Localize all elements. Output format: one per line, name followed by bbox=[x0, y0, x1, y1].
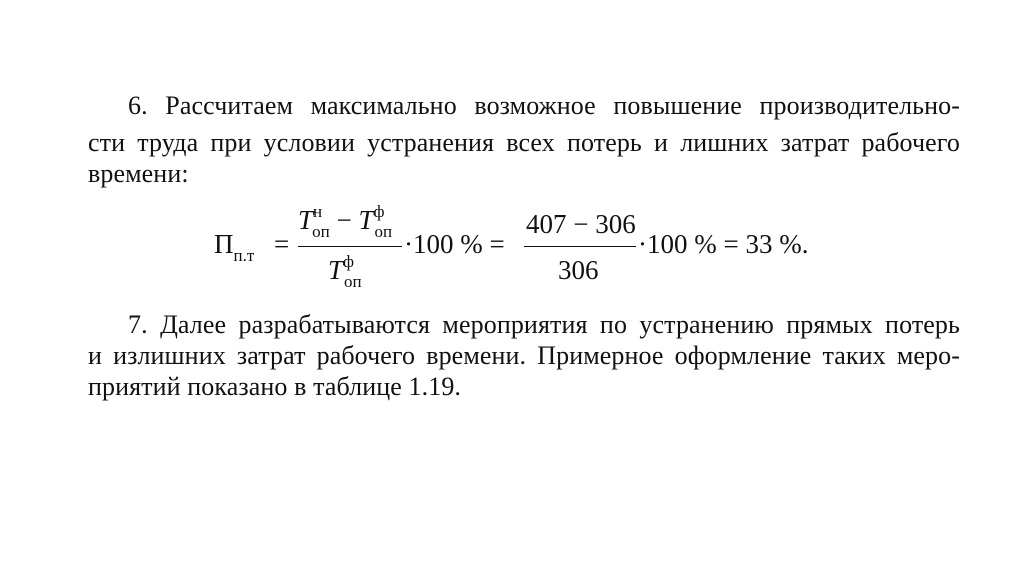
formula-fraction-1-bar bbox=[298, 246, 402, 247]
formula-fraction-1-numerator: $T^н_{оп} - T^ф_{оп}$ bbox=[298, 202, 393, 241]
formula-times-100-percent-2: ·100 % = 33 %. bbox=[638, 229, 809, 259]
formula-fraction-2-numerator: 407 − 306 bbox=[526, 209, 636, 239]
formula-fraction-1-denominator: $T^ф_{оп}$ bbox=[328, 252, 362, 291]
paragraph-7-line-1: 7. Далее разрабатываются мероприятия по устранению прямых потерь bbox=[128, 310, 960, 339]
formula-lhs-symbol: П bbox=[214, 229, 234, 259]
paragraph-7-line-2: и излишних затрат рабочего времени. Примерное оформление таких меро- bbox=[88, 341, 960, 370]
formula-times-100-percent-1: ·100 % = bbox=[404, 229, 505, 259]
formula-lhs bbox=[214, 229, 255, 265]
formula-lhs-subscript: п.т bbox=[233, 246, 255, 265]
formula-fraction-2-bar bbox=[524, 246, 636, 247]
productivity-formula bbox=[214, 202, 834, 295]
formula-equals-1: = bbox=[274, 229, 290, 259]
paragraph-6-line-2: сти труда при условии устранения всех потерь и лишних затрат рабочего bbox=[88, 128, 960, 157]
paragraph-6-line-3: времени: bbox=[88, 159, 189, 188]
formula-fraction-2-denominator: 306 bbox=[558, 255, 599, 285]
paragraph-7-line-3: приятий показано в таблице 1.19. bbox=[88, 372, 462, 401]
paragraph-6-line-1: 6. Рассчитаем максимально возможное повышение производительно- bbox=[128, 91, 960, 120]
